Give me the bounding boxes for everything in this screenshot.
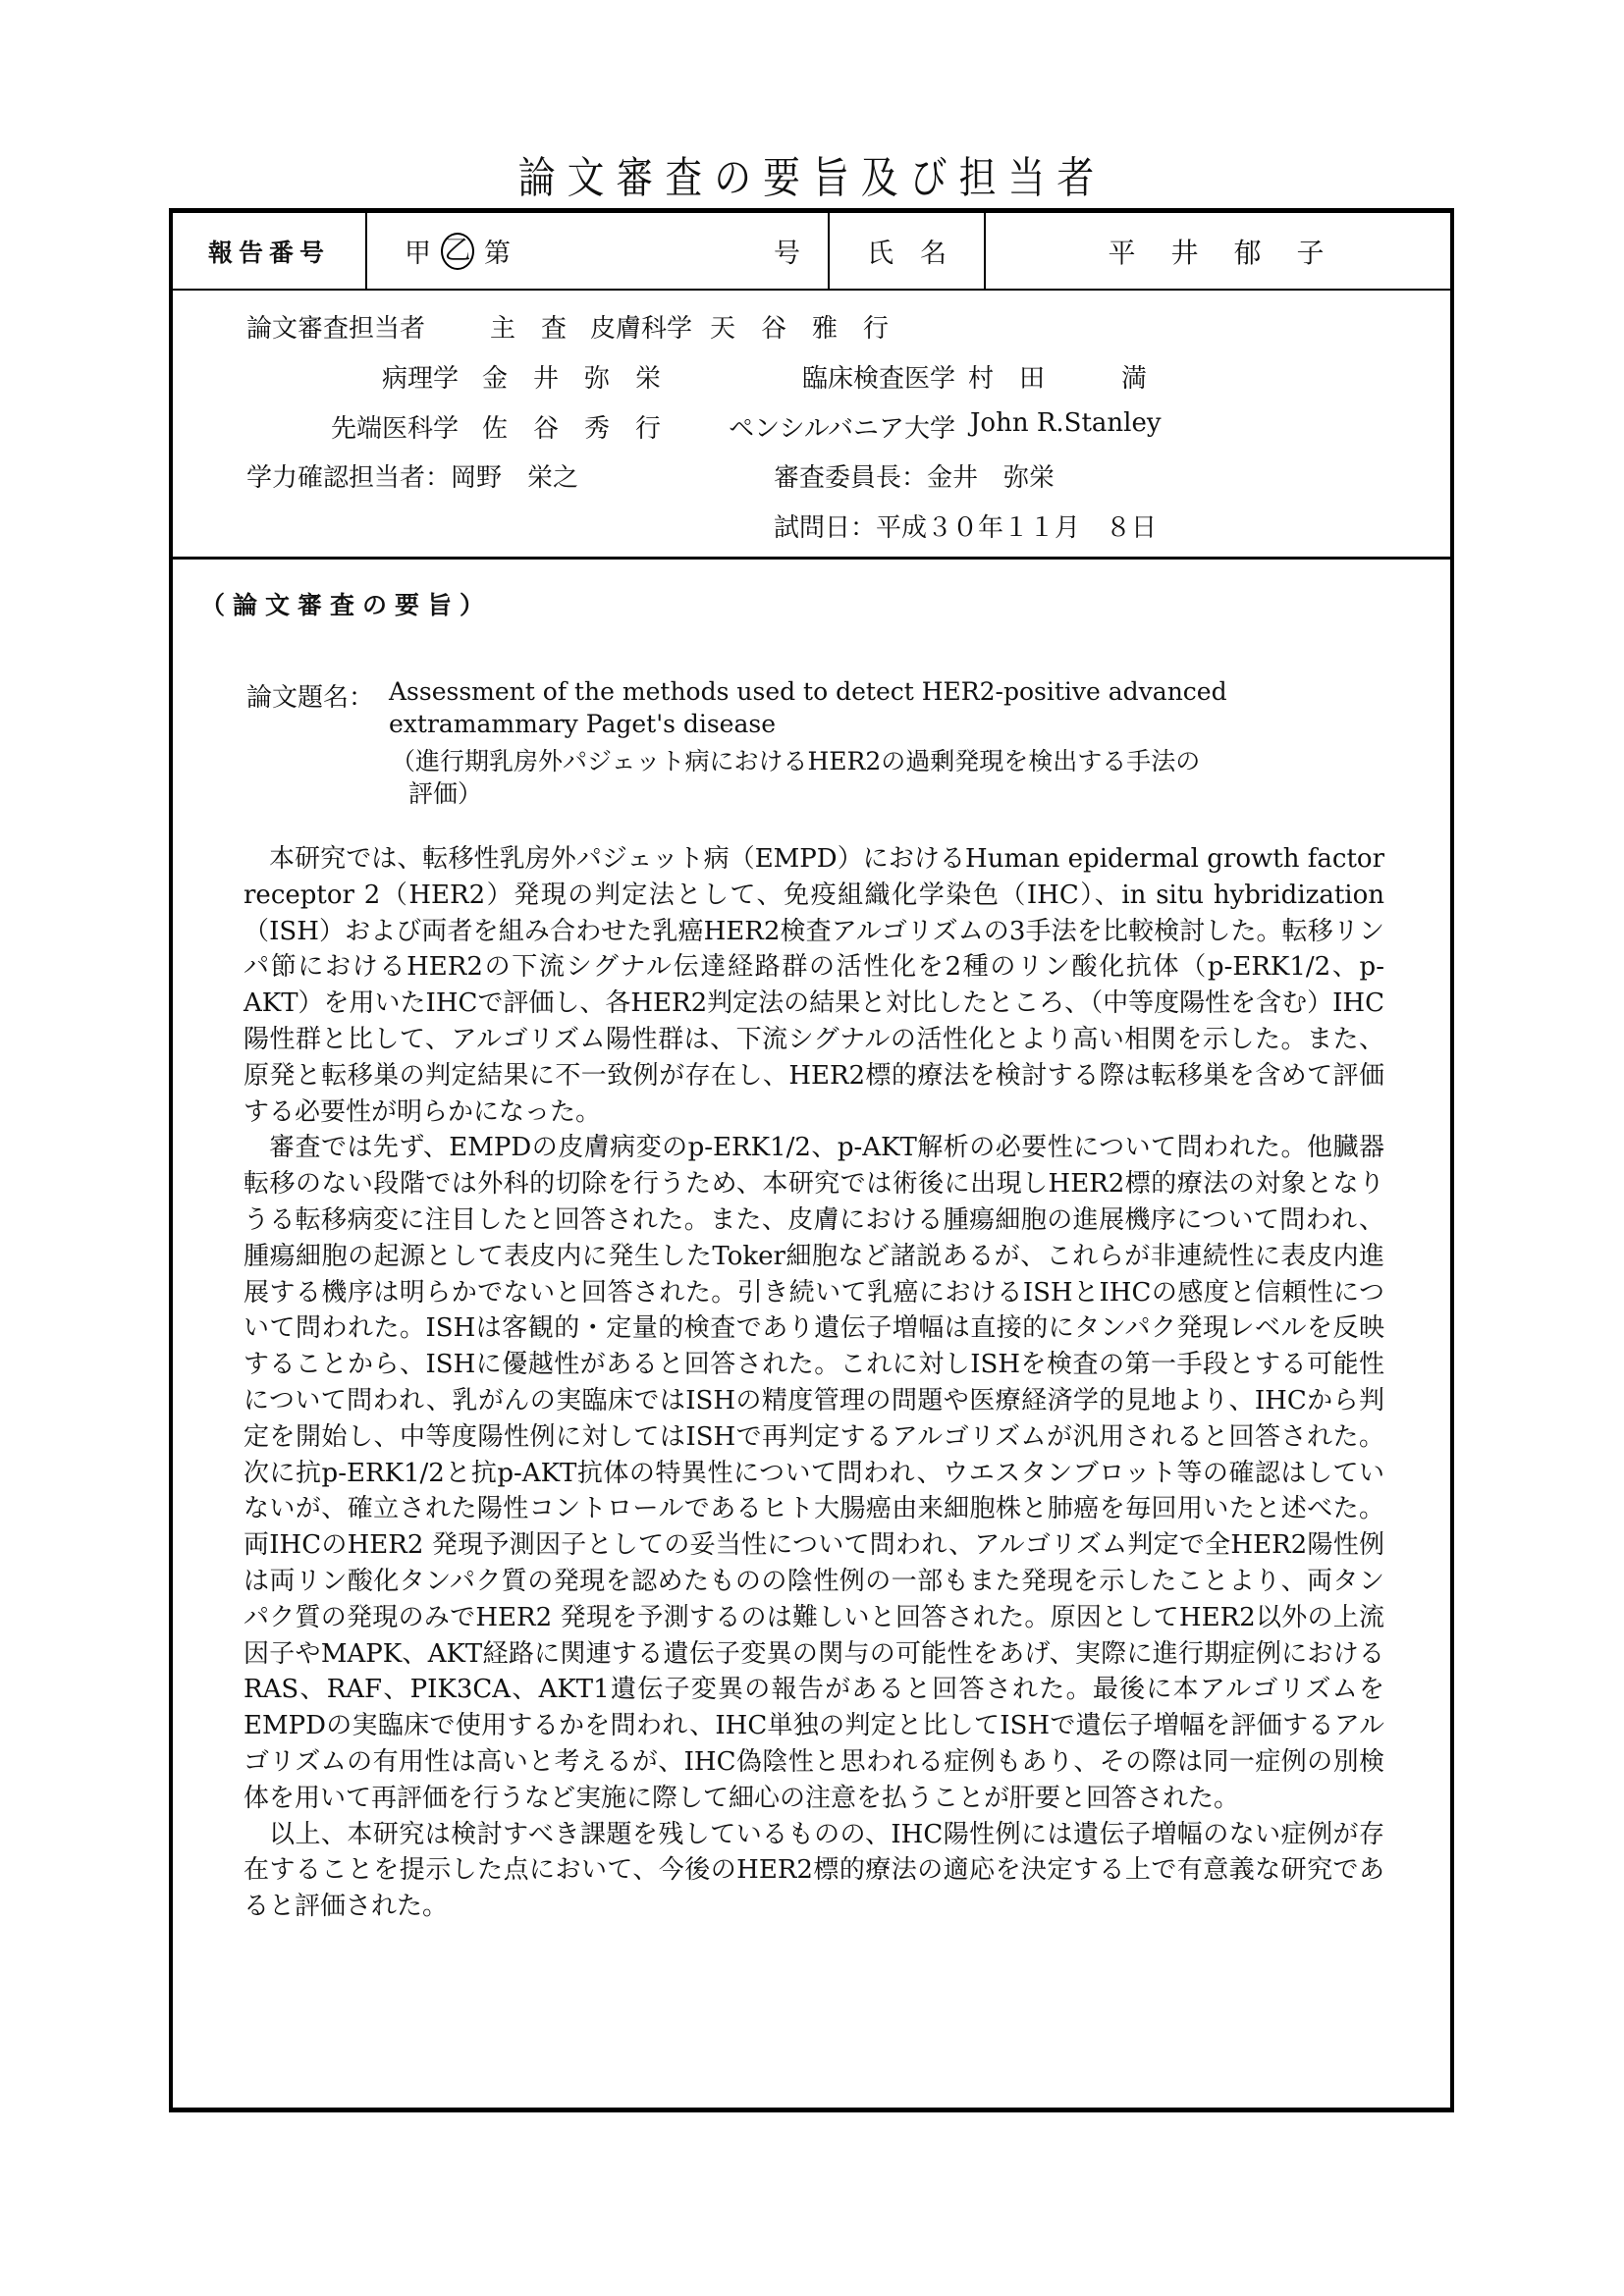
header-row-divider [173, 289, 1450, 291]
section-divider [173, 557, 1450, 560]
dai-label: 第 [484, 239, 511, 269]
member-name: 佐 谷 秀 行 [482, 414, 662, 444]
thesis-title-en-line1: Assessment of the methods used to detect HER2-positive advanced [389, 677, 1227, 706]
summary-paragraph: 本研究では、転移性乳房外パジェット病（EMPD）におけるHuman epidermal growth factor receptor 2（HER2）発現の判定法として、免疫組織化学染色（IHC）、in situ hybridization（ISH）および両者を組み合わせた乳癌HER2検査アルゴリズムの3手法を比較検討した。転移リンパ節におけるHER2の下流シグナル伝達経路群の活性化を2種のリン酸化抗体（p-ERK1/2、p-AKT）を用いたIHCで評価し、各HER2判定法の結果と対比したところ、（中等度陽性を含む）IHC陽性群と比して、アルゴリズム陽性群は、下流シグナルの活性化とより高い相関を示した。また、原発と転移巣の判定結果に不一致例が存在し、HER2標的療法を検討する際は転移巣を含めて評価する必要性が明らかになった。 [244, 844, 1384, 1127]
committee-chair: 審査委員長：金井 弥栄 [774, 463, 1056, 493]
report-number-label: 報告番号 [207, 238, 330, 267]
summary-paragraph: 以上、本研究は検討すべき課題を残しているものの、IHC陽性例には遺伝子増幅のない症例が存在することを提示した点において、今後のHER2標的療法の適応を決定する上で有意義な研究であると評価された。 [244, 1819, 1384, 1922]
thesis-title-ja-line1: （進行期乳房外パジェット病におけるHER2の過剰発現を検出する手法の [391, 747, 1201, 775]
member-dept: 病理学 [381, 364, 459, 394]
committee-label: 論文審査担当者 [246, 314, 426, 344]
kou-label: 甲 [405, 239, 431, 269]
name-label: 氏 名 [867, 239, 947, 269]
summary-heading: （論文審査の要旨） [200, 591, 493, 619]
thesis-title-label: 論文題名： [246, 683, 375, 713]
member-name: 金 井 弥 栄 [482, 364, 662, 394]
document-title: 論文審査の要旨及び担当者 [517, 153, 1107, 203]
chief-examiner-dept: 皮膚科学 [590, 314, 693, 344]
report-number-field [367, 213, 828, 289]
academic-check-examiner: 学力確認担当者：岡野 栄之 [246, 463, 579, 493]
exam-date: 試問日：平成３０年１１月 ８日 [774, 513, 1158, 543]
member-dept: 先端医科学 [330, 414, 459, 444]
applicant-name: 平 井 郁 子 [1108, 236, 1328, 269]
gou-label: 号 [774, 239, 800, 269]
chief-examiner-name: 天 谷 雅 行 [710, 314, 890, 344]
thesis-title-ja-line2: 評価） [408, 779, 483, 808]
otsu-circled-label: 乙 [441, 233, 474, 270]
member-name: John R.Stanley [970, 408, 1162, 438]
summary-body [244, 841, 1384, 1925]
member-dept: 臨床検査医学 [801, 364, 955, 394]
chief-examiner-role: 主 査 [490, 314, 568, 344]
member-dept: ペンシルバニア大学 [729, 414, 955, 444]
review-form-frame [169, 208, 1454, 2112]
member-name: 村 田 満 [968, 364, 1148, 394]
summary-paragraph: 審査では先ず、EMPDの皮膚病変のp-ERK1/2、p-AKT解析の必要性について問われた。他臓器転移のない段階では外科的切除を行うため、本研究では術後に出現しHER2標的療法の対象となりうる転移病変に注目したと回答された。また、皮膚における腫瘍細胞の進展機序について問われ、腫瘍細胞の起源として表皮内に発生したToker細胞など諸説あるが、これらが非連続性に表皮内進展する機序は明らかでないと回答された。引き続いて乳癌におけるISHとIHCの感度と信頼性について問われた。ISHは客観的・定量的検査であり遺伝子増幅は直接的にタンパク発現レベルを反映することから、ISHに優越性があると回答された。これに対しISHを検査の第一手段とする可能性について問われ、乳がんの実臨床ではISHの精度管理の問題や医療経済学的見地より、IHCから判定を開始し、中等度陽性例に対してはISHで再判定するアルゴリズムが汎用されると回答された。次に抗p-ERK1/2と抗p-AKT抗体の特異性について問われ、ウエスタンブロット等の確認はしていないが、確立された陽性コントロールであるヒト大腸癌由来細胞株と肺癌を毎回用いたと述べた。両IHCのHER2 発現予測因子としての妥当性について問われ、アルゴリズム判定で全HER2陽性例は両リン酸化タンパク質の発現を認めたものの陰性例の一部もまた発現を示したことより、両タンパク質の発現のみでHER2 発現を予測するのは難しいと回答された。原因としてHER2以外の上流因子やMAPK、AKT経路に関連する遺伝子変異の関与の可能性をあげ、実際に進行期症例におけるRAS、RAF、PIK3CA、AKT1遺伝子変異の報告があると回答された。最後に本アルゴリズムをEMPDの実臨床で使用するかを問われ、IHC単独の判定と比してISHで遺伝子増幅を評価するアルゴリズムの有用性は高いと考えるが、IHC偽陰性と思われる症例もあり、その際は同一症例の別検体を用いて再評価を行うなど実施に際して細心の注意を払うことが肝要と回答された。 [244, 1133, 1384, 1813]
thesis-title-en-line2: extramammary Paget's disease [389, 710, 776, 738]
